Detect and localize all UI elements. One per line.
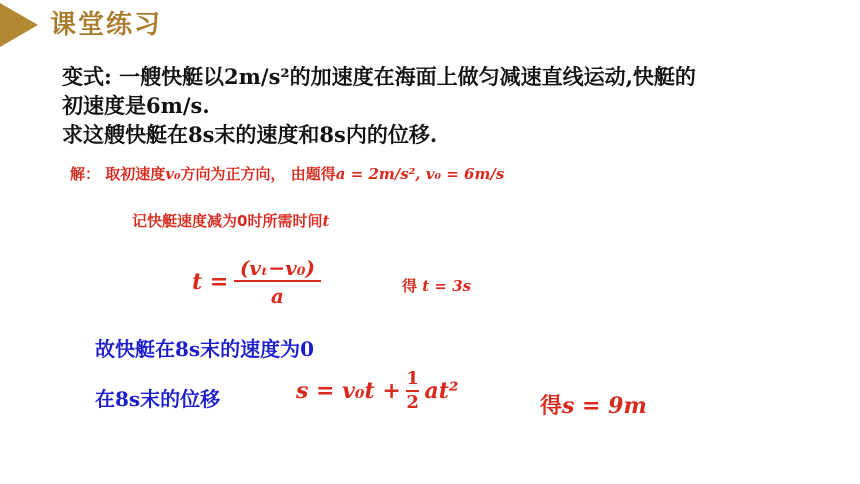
formula-displacement-lhs: s = v₀t + xyxy=(296,378,401,404)
formula-time xyxy=(192,256,321,308)
result-time xyxy=(402,275,471,296)
result-displacement xyxy=(540,389,647,420)
problem-line-3: 求这艘快艇在8s末的速度和8s内的位移. xyxy=(62,122,438,147)
velocity-answer: 故快艇在8s末的速度为0 xyxy=(95,337,315,361)
formula-time-numerator: (vₜ−v₀) xyxy=(239,256,315,280)
result-time-value: t = 3s xyxy=(422,277,472,295)
result-time-label: 得 xyxy=(402,277,418,295)
solution-mid: 方向为正方向， 由题得 xyxy=(180,165,336,183)
solution-time-text: 记快艇速度减为0时所需时间 xyxy=(132,212,323,230)
solution-v0: v₀ xyxy=(165,165,181,183)
formula-displacement-rhs: at² xyxy=(424,378,459,404)
formula-time-lhs: t = xyxy=(192,269,229,295)
solution-line-2 xyxy=(132,210,329,231)
formula-displacement-fraction xyxy=(406,368,419,414)
header-bar xyxy=(0,0,860,50)
solution-prefix: 解： 取初速度 xyxy=(70,165,166,183)
solution-line-1 xyxy=(70,163,504,184)
formula-time-denominator: a xyxy=(234,280,321,308)
displacement-label: 在8s末的位移 xyxy=(95,387,221,411)
solution-given-values: a = 2m/s², v₀ = 6m/s xyxy=(335,165,505,183)
formula-displacement xyxy=(296,368,459,414)
result-displacement-label: 得 xyxy=(540,393,563,419)
formula-displacement-numerator: 1 xyxy=(406,368,419,389)
problem-statement xyxy=(62,62,842,149)
page-title: 课堂练习 xyxy=(50,10,163,40)
problem-line-2: 初速度是6m/s. xyxy=(62,93,210,118)
solution-time-var: t xyxy=(322,212,330,230)
problem-line-1: 变式: 一艘快艇以2m/s²的加速度在海面上做匀减速直线运动,快艇的 xyxy=(62,64,696,89)
formula-time-fraction xyxy=(234,256,321,308)
result-displacement-value: s = 9m xyxy=(562,393,647,419)
formula-displacement-denominator: 2 xyxy=(406,392,419,413)
arrow-marker-icon xyxy=(0,3,40,47)
